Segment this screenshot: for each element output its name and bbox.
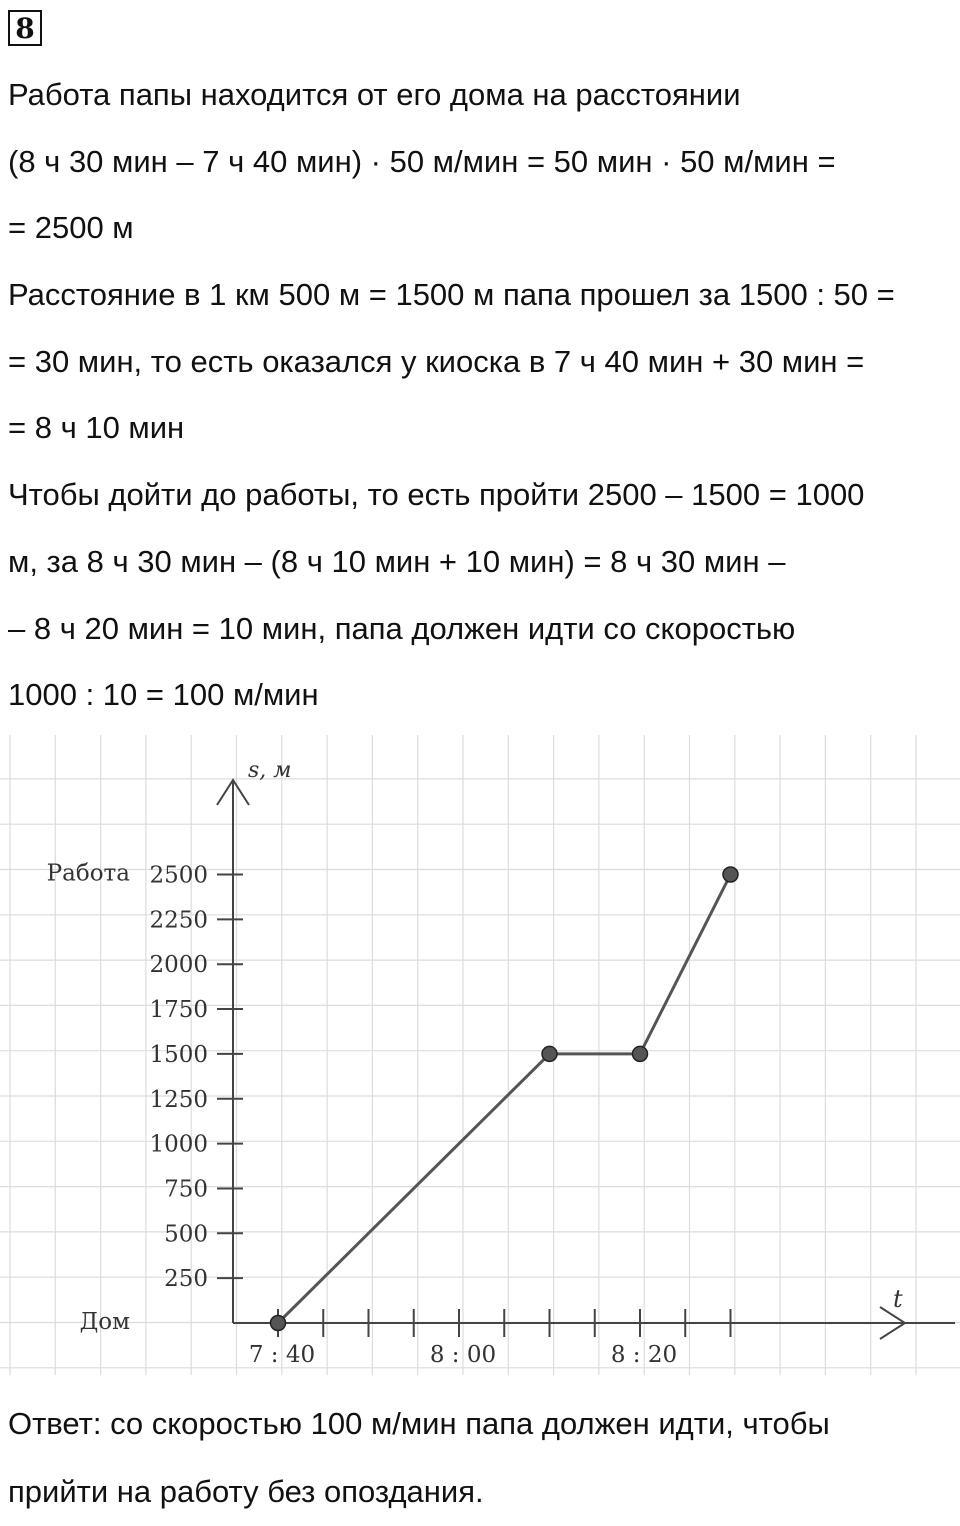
y-axis-label: s, м bbox=[248, 758, 292, 783]
data-point bbox=[542, 1046, 557, 1061]
solution-line: 1000 : 10 = 100 м/мин bbox=[8, 677, 319, 713]
answer-line: Ответ: со скоростью 100 м/мин папа должен идти, чтобы bbox=[8, 1406, 830, 1441]
data-point bbox=[271, 1316, 286, 1331]
y-tick-label: 1000 bbox=[149, 1131, 208, 1158]
y-annotation-label: Дом bbox=[79, 1309, 130, 1335]
y-tick-label: 1250 bbox=[149, 1086, 208, 1113]
task-number: 8 bbox=[8, 10, 42, 46]
chart-svg bbox=[0, 735, 960, 1375]
y-tick-label: 750 bbox=[164, 1176, 208, 1203]
series-line bbox=[278, 875, 731, 1324]
y-tick-label: 2500 bbox=[149, 862, 208, 889]
solution-line: Расстояние в 1 км 500 м = 1500 м папа прошел за 1500 : 50 = bbox=[8, 277, 895, 313]
solution-line: – 8 ч 20 мин = 10 мин, папа должен идти со скоростью bbox=[8, 610, 796, 646]
solution-line: = 8 ч 10 мин bbox=[8, 410, 185, 446]
x-tick-label: 8 : 20 bbox=[610, 1342, 678, 1368]
y-tick-label: 250 bbox=[164, 1266, 208, 1293]
solution-line: = 2500 м bbox=[8, 210, 134, 246]
y-tick-label: 2250 bbox=[149, 907, 208, 934]
data-point bbox=[723, 867, 738, 882]
solution-line: Чтобы дойти до работы, то есть пройти 2500 – 1500 = 1000 bbox=[8, 477, 865, 513]
solution-line: = 30 мин, то есть оказался у киоска в 7 ч 40 мин + 30 мин = bbox=[8, 343, 865, 379]
y-tick-label: 1750 bbox=[149, 997, 208, 1024]
y-tick-label: 1500 bbox=[149, 1041, 208, 1068]
x-tick-label: 7 : 40 bbox=[248, 1342, 316, 1368]
solution-line: Работа папы находится от его дома на расстоянии bbox=[8, 77, 741, 112]
y-tick-label: 2000 bbox=[149, 952, 208, 979]
x-axis-label: t bbox=[893, 1285, 903, 1313]
solution-line: м, за 8 ч 30 мин – (8 ч 10 мин + 10 мин) = 8 ч 30 мин – bbox=[8, 543, 786, 579]
distance-time-chart bbox=[0, 735, 960, 1375]
y-annotation-label: Работа bbox=[46, 860, 130, 887]
answer-line: прийти на работу без опоздания. bbox=[8, 1474, 484, 1509]
y-tick-label: 500 bbox=[164, 1221, 208, 1248]
answer-text bbox=[8, 1390, 958, 1526]
solution-text bbox=[8, 62, 958, 729]
x-tick-label: 8 : 00 bbox=[429, 1342, 497, 1368]
data-point bbox=[633, 1046, 648, 1061]
solution-line: (8 ч 30 мин – 7 ч 40 мин) · 50 м/мин = 50 мин · 50 м/мин = bbox=[8, 143, 836, 179]
